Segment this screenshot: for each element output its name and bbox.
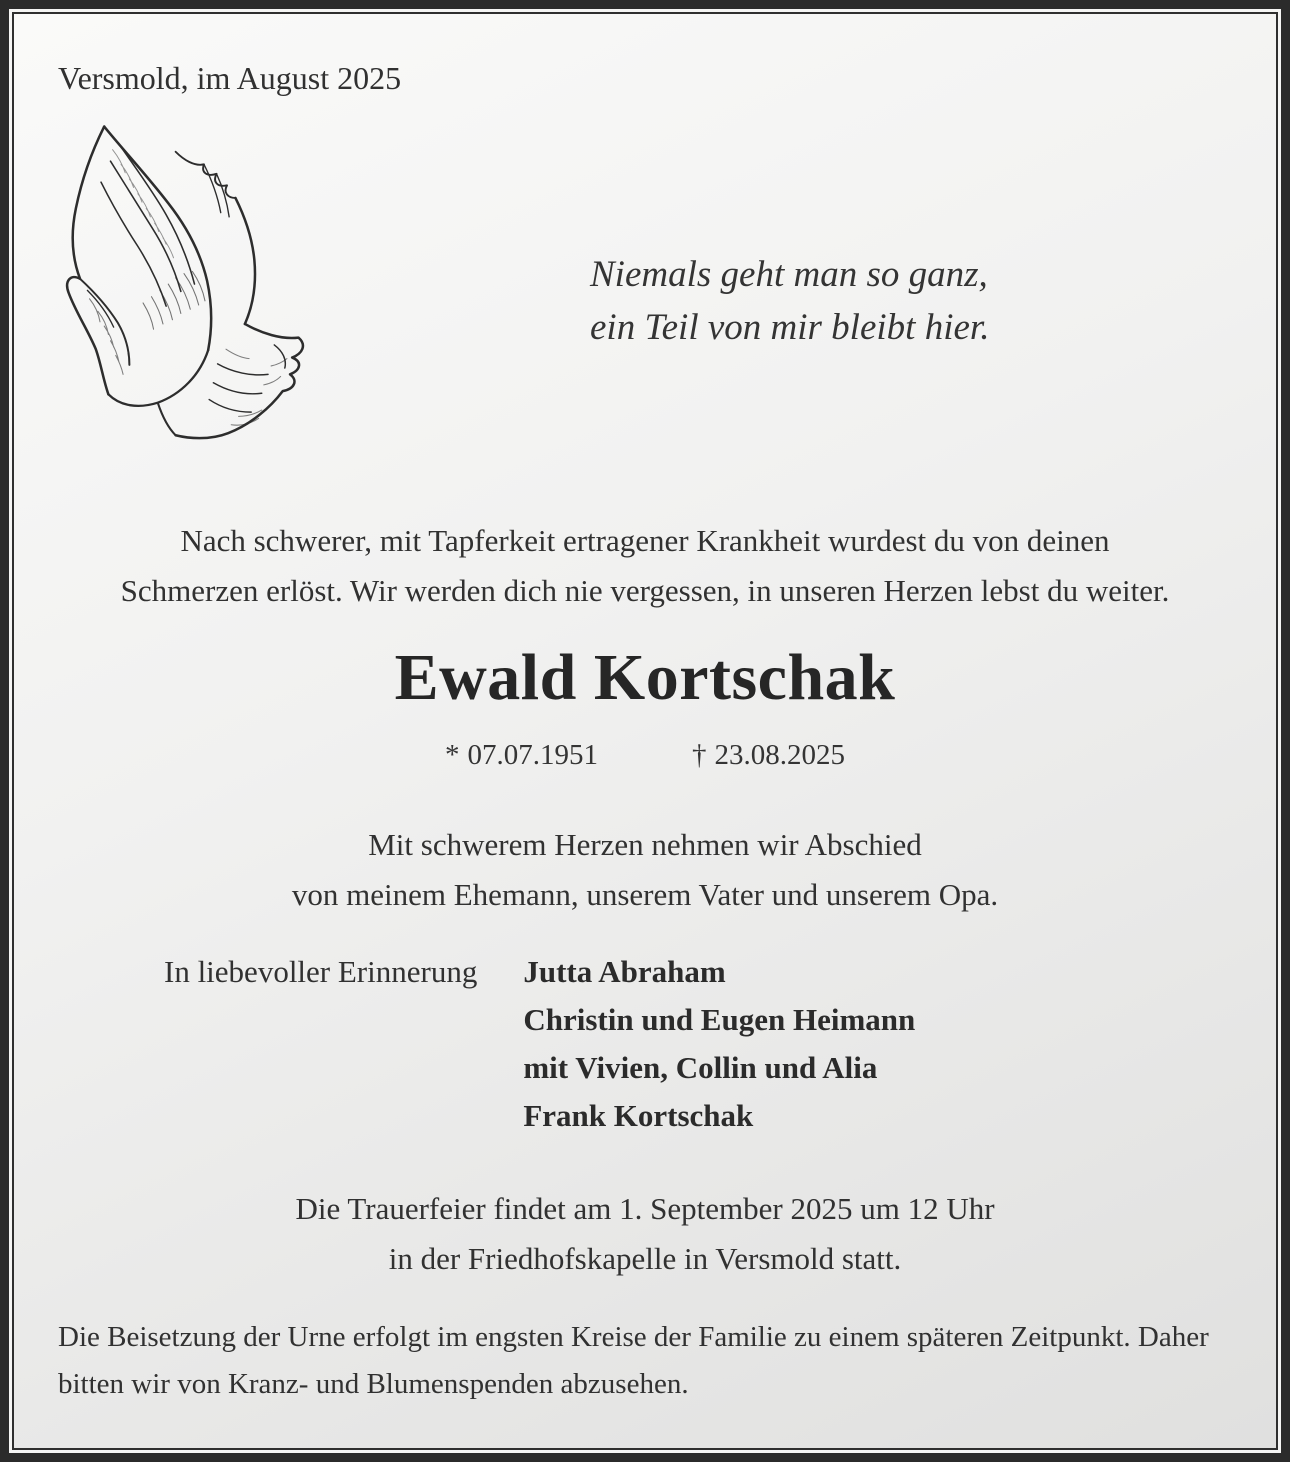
mourner-name: mit Vivien, Collin und Alia	[523, 1050, 878, 1085]
service-line-1: Die Trauerfeier findet am 1. September 2025 um 12 Uhr	[295, 1191, 995, 1226]
mourners-label: In liebevoller Erinnerung	[164, 954, 478, 989]
mourners-names	[523, 948, 915, 1140]
service-line-2: in der Friedhofskapelle in Versmold statt.	[388, 1241, 902, 1276]
intro-line-2: Schmerzen erlöst. Wir werden dich nie vergessen, in unseren Herzen lebst du weiter.	[120, 573, 1170, 608]
deceased-name: Ewald Kortschak	[394, 641, 896, 714]
praying-hands-icon	[58, 120, 310, 446]
note-line-1: Die Beisetzung der Urne erfolgt im engsten Kreise der Familie zu einem späteren Zeitpunkt. Daher	[58, 1321, 1209, 1353]
mourner-name: Frank Kortschak	[523, 1098, 754, 1133]
frame-pinstripe	[9, 9, 1281, 1453]
birth-symbol: *	[445, 739, 460, 771]
intro-paragraph	[14, 516, 1276, 616]
death-date-value: 23.08.2025	[714, 739, 845, 771]
memorial-quote	[590, 248, 989, 354]
note-line-2: bitten wir von Kranz- und Blumenspenden abzusehen.	[58, 1368, 689, 1400]
service-paragraph	[14, 1184, 1276, 1284]
intro-line-1: Nach schwerer, mit Tapferkeit ertragener Krankheit wurdest du von deinen	[180, 523, 1110, 558]
burial-note	[14, 1314, 1276, 1408]
hero-section	[14, 120, 1276, 462]
mourners-section	[14, 948, 1276, 1140]
life-dates	[14, 736, 1276, 774]
farewell-line-1: Mit schwerem Herzen nehmen wir Abschied	[368, 827, 922, 862]
mourner-name: Christin und Eugen Heimann	[523, 1002, 916, 1037]
death-symbol: †	[692, 739, 707, 771]
death-date	[692, 736, 845, 774]
dateline: Versmold, im August 2025	[58, 60, 402, 96]
farewell-paragraph	[14, 820, 1276, 920]
birth-date	[445, 736, 598, 774]
mourner-name: Jutta Abraham	[523, 954, 726, 989]
birth-date-value: 07.07.1951	[467, 739, 598, 771]
obituary-card	[12, 12, 1278, 1450]
farewell-line-2: von meinem Ehemann, unserem Vater und unserem Opa.	[291, 877, 999, 912]
quote-line-1: Niemals geht man so ganz,	[590, 254, 988, 295]
quote-line-2: ein Teil von mir bleibt hier.	[590, 307, 990, 348]
